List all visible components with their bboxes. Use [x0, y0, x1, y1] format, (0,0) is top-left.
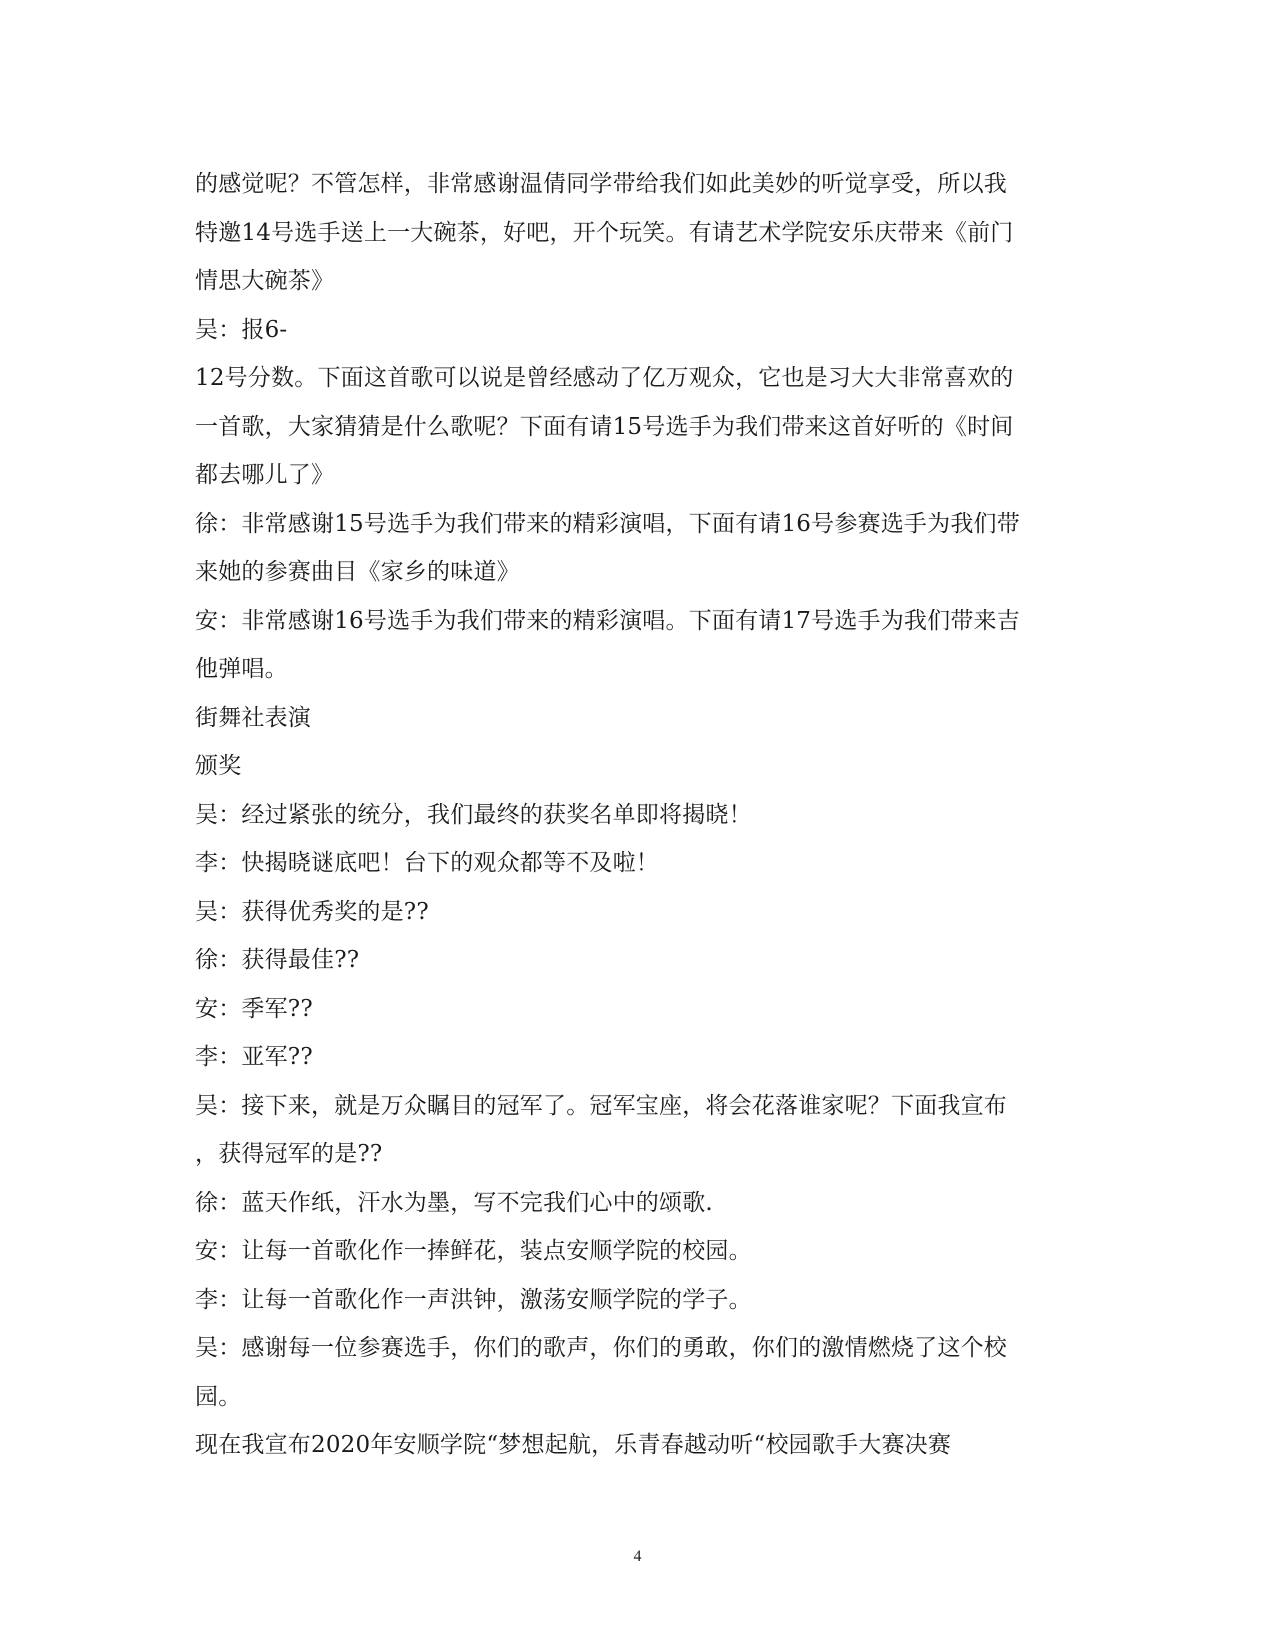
text-line: 吴：获得优秀奖的是?? — [195, 898, 429, 925]
text-line: 的感觉呢？不管怎样，非常感谢温倩同学带给我们如此美妙的听觉享受，所以我 — [195, 171, 1007, 197]
text-line: 李：让每一首歌化作一声洪钟，激荡安顺学院的学子。 — [195, 1286, 752, 1313]
text-line: 颁奖 — [195, 753, 242, 779]
text-line: 徐：非常感谢15号选手为我们带来的精彩演唱，下面有请16号参赛选手为我们带 — [195, 510, 1020, 537]
text-line: 徐：获得最佳?? — [195, 947, 360, 973]
text-line: ，获得冠军的是?? — [195, 1141, 383, 1167]
text-line: 李：快揭晓谜底吧！台下的观众都等不及啦！ — [195, 850, 659, 876]
text-line: 特邀14号选手送上一大碗茶，好吧，开个玩笑。有请艺术学院安乐庆带来《前门 — [195, 219, 1014, 246]
text-line: 吴：报6- — [195, 316, 288, 343]
text-line: 12号分数。下面这首歌可以说是曾经感动了亿万观众，它也是习大大非常喜欢的 — [195, 365, 1014, 391]
text-line: 徐：蓝天作纸，汗水为墨，写不完我们心中的颂歌. — [195, 1189, 713, 1216]
text-line: 情思大碗茶》 — [195, 268, 335, 294]
page-number: 4 — [633, 1548, 642, 1565]
text-line: 一首歌，大家猜猜是什么歌呢？下面有请15号选手为我们带来这首好听的《时间 — [195, 413, 1014, 440]
document-body — [195, 160, 1085, 1470]
text-line: 园。 — [195, 1383, 242, 1410]
text-line: 吴：感谢每一位参赛选手，你们的歌声，你们的勇敢，你们的激情燃烧了这个校 — [195, 1335, 1007, 1361]
text-line: 现在我宣布2020年安顺学院“梦想起航，乐青春越动听“校园歌手大赛决赛 — [195, 1432, 952, 1458]
text-line: 他弹唱。 — [195, 656, 288, 682]
text-line: 安：非常感谢16号选手为我们带来的精彩演唱。下面有请17号选手为我们带来吉 — [195, 607, 1020, 634]
text-line: 吴：接下来，就是万众瞩目的冠军了。冠军宝座，将会花落谁家呢？下面我宣布 — [195, 1092, 1007, 1119]
text-line: 安：让每一首歌化作一捧鲜花，装点安顺学院的校园。 — [195, 1238, 752, 1264]
text-line: 来她的参赛曲目《家乡的味道》 — [195, 559, 520, 585]
text-line: 街舞社表演 — [195, 704, 311, 731]
text-line: 都去哪儿了》 — [195, 462, 335, 488]
text-line: 安：季军?? — [195, 995, 313, 1022]
text-line: 李：亚军?? — [195, 1044, 313, 1070]
text-line: 吴：经过紧张的统分，我们最终的获奖名单即将揭晓！ — [195, 801, 752, 828]
